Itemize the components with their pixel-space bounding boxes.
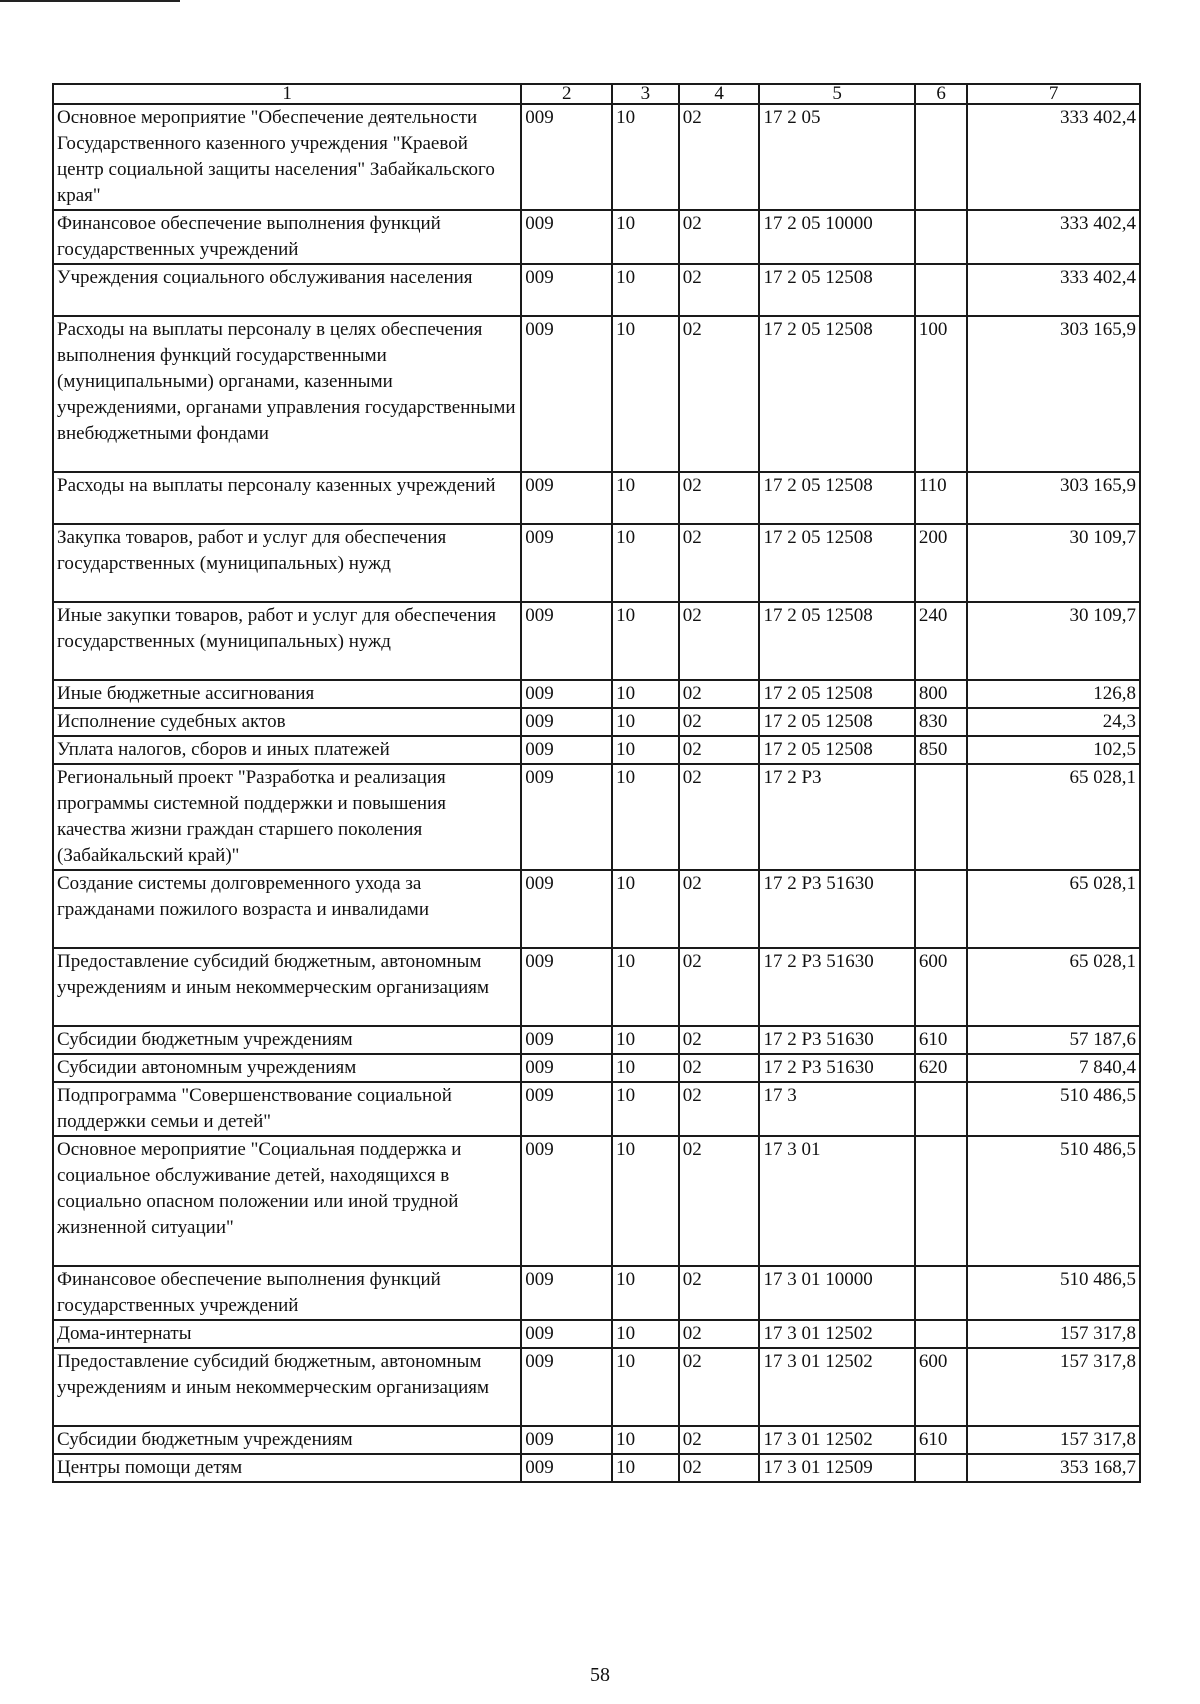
column-header: 2 [521,84,612,104]
cell-name: Финансовое обеспечение выполнения функций государственных учреждений [53,210,521,264]
cell-expense-type: 850 [915,736,967,764]
cell-target-article: 17 2 05 10000 [759,210,914,264]
cell-section: 10 [612,1426,679,1454]
table-row [53,1082,1140,1136]
cell-expense-type: 610 [915,1026,967,1054]
column-header: 3 [612,84,679,104]
cell-amount: 333 402,4 [967,264,1140,316]
cell-section: 10 [612,1136,679,1266]
cell-amount: 333 402,4 [967,104,1140,210]
cell-expense-type [915,870,967,948]
table-body [53,104,1140,1482]
cell-name: Предоставление субсидий бюджетным, автономным учреждениям и иным некоммерческим организациям [53,948,521,1026]
cell-subsection: 02 [679,104,760,210]
cell-ministry-code: 009 [521,472,612,524]
cell-section: 10 [612,210,679,264]
table-row [53,472,1140,524]
table-row [53,1348,1140,1426]
cell-expense-type: 610 [915,1426,967,1454]
column-header: 7 [967,84,1140,104]
cell-expense-type [915,1320,967,1348]
cell-name: Финансовое обеспечение выполнения функций государственных учреждений [53,1266,521,1320]
cell-target-article: 17 2 05 12508 [759,472,914,524]
cell-section: 10 [612,948,679,1026]
cell-name: Закупка товаров, работ и услуг для обеспечения государственных (муниципальных) нужд [53,524,521,602]
cell-amount: 65 028,1 [967,948,1140,1026]
cell-name: Иные бюджетные ассигнования [53,680,521,708]
cell-name: Учреждения социального обслуживания населения [53,264,521,316]
cell-ministry-code: 009 [521,1136,612,1266]
table-row [53,1426,1140,1454]
cell-name: Расходы на выплаты персоналу казенных учреждений [53,472,521,524]
cell-subsection: 02 [679,1426,760,1454]
cell-amount: 510 486,5 [967,1136,1140,1266]
table-row [53,1026,1140,1054]
cell-amount: 30 109,7 [967,524,1140,602]
table-row [53,1454,1140,1482]
cell-target-article: 17 2 P3 51630 [759,870,914,948]
cell-ministry-code: 009 [521,1454,612,1482]
table-row [53,736,1140,764]
cell-subsection: 02 [679,1454,760,1482]
cell-amount: 303 165,9 [967,316,1140,472]
cell-target-article: 17 2 05 [759,104,914,210]
cell-name: Исполнение судебных актов [53,708,521,736]
cell-section: 10 [612,736,679,764]
cell-ministry-code: 009 [521,104,612,210]
cell-subsection: 02 [679,524,760,602]
cell-expense-type: 100 [915,316,967,472]
cell-expense-type [915,1454,967,1482]
column-header: 4 [679,84,760,104]
table-header-row [53,84,1140,104]
cell-expense-type [915,210,967,264]
column-header: 6 [915,84,967,104]
table-row [53,104,1140,210]
cell-name: Основное мероприятие "Обеспечение деятельности Государственного казенного учреждения "Краевой центр социальной защиты населения" Забайкальского края" [53,104,521,210]
cell-ministry-code: 009 [521,524,612,602]
cell-name: Уплата налогов, сборов и иных платежей [53,736,521,764]
cell-ministry-code: 009 [521,1082,612,1136]
cell-subsection: 02 [679,316,760,472]
cell-target-article: 17 2 05 12508 [759,602,914,680]
cell-name: Основное мероприятие "Социальная поддержка и социальное обслуживание детей, находящихся в социально опасном положении или иной трудной жизненной ситуации" [53,1136,521,1266]
cell-ministry-code: 009 [521,680,612,708]
cell-target-article: 17 2 05 12508 [759,708,914,736]
cell-subsection: 02 [679,870,760,948]
cell-section: 10 [612,1026,679,1054]
table-row [53,680,1140,708]
cell-ministry-code: 009 [521,764,612,870]
cell-ministry-code: 009 [521,264,612,316]
cell-name: Центры помощи детям [53,1454,521,1482]
cell-subsection: 02 [679,264,760,316]
cell-target-article: 17 2 05 12508 [759,680,914,708]
cell-subsection: 02 [679,736,760,764]
table-row [53,708,1140,736]
cell-target-article: 17 2 05 12508 [759,264,914,316]
cell-amount: 30 109,7 [967,602,1140,680]
cell-target-article: 17 2 P3 51630 [759,1026,914,1054]
cell-section: 10 [612,602,679,680]
cell-expense-type [915,764,967,870]
cell-amount: 65 028,1 [967,870,1140,948]
cell-expense-type [915,104,967,210]
column-header: 5 [759,84,914,104]
cell-ministry-code: 009 [521,602,612,680]
table-row [53,524,1140,602]
cell-subsection: 02 [679,1054,760,1082]
cell-section: 10 [612,472,679,524]
cell-target-article: 17 3 01 12509 [759,1454,914,1482]
column-header: 1 [53,84,521,104]
cell-subsection: 02 [679,602,760,680]
cell-amount: 157 317,8 [967,1426,1140,1454]
cell-expense-type: 620 [915,1054,967,1082]
cell-ministry-code: 009 [521,948,612,1026]
table-row [53,210,1140,264]
table-row [53,948,1140,1026]
cell-section: 10 [612,1320,679,1348]
table-row [53,1320,1140,1348]
cell-amount: 57 187,6 [967,1026,1140,1054]
cell-section: 10 [612,104,679,210]
cell-subsection: 02 [679,472,760,524]
cell-target-article: 17 2 05 12508 [759,736,914,764]
cell-subsection: 02 [679,1348,760,1426]
cell-name: Иные закупки товаров, работ и услуг для обеспечения государственных (муниципальных) нужд [53,602,521,680]
cell-ministry-code: 009 [521,736,612,764]
cell-amount: 65 028,1 [967,764,1140,870]
scan-edge-mark [0,0,180,5]
cell-amount: 157 317,8 [967,1320,1140,1348]
table-row [53,764,1140,870]
table-row [53,316,1140,472]
cell-target-article: 17 3 01 10000 [759,1266,914,1320]
page-number: 58 [590,1664,610,1686]
cell-name: Субсидии бюджетным учреждениям [53,1026,521,1054]
cell-subsection: 02 [679,764,760,870]
cell-name: Субсидии автономным учреждениям [53,1054,521,1082]
cell-section: 10 [612,870,679,948]
cell-amount: 7 840,4 [967,1054,1140,1082]
cell-expense-type: 830 [915,708,967,736]
cell-amount: 303 165,9 [967,472,1140,524]
cell-expense-type [915,264,967,316]
cell-amount: 126,8 [967,680,1140,708]
cell-target-article: 17 2 05 12508 [759,316,914,472]
cell-section: 10 [612,1348,679,1426]
cell-ministry-code: 009 [521,1266,612,1320]
cell-subsection: 02 [679,1082,760,1136]
cell-section: 10 [612,524,679,602]
cell-target-article: 17 3 [759,1082,914,1136]
cell-amount: 510 486,5 [967,1082,1140,1136]
cell-target-article: 17 2 05 12508 [759,524,914,602]
cell-name: Субсидии бюджетным учреждениям [53,1426,521,1454]
cell-subsection: 02 [679,210,760,264]
cell-subsection: 02 [679,1266,760,1320]
cell-ministry-code: 009 [521,1054,612,1082]
cell-section: 10 [612,1082,679,1136]
cell-expense-type: 240 [915,602,967,680]
table-row [53,1136,1140,1266]
cell-ministry-code: 009 [521,1426,612,1454]
cell-name: Расходы на выплаты персоналу в целях обеспечения выполнения функций государственными (муниципальными) органами, казенными учреждениями, органами управления государственными внебюджетными фондами [53,316,521,472]
cell-target-article: 17 3 01 12502 [759,1426,914,1454]
cell-expense-type [915,1266,967,1320]
table-row [53,1266,1140,1320]
cell-ministry-code: 009 [521,316,612,472]
budget-table [52,83,1141,1483]
cell-section: 10 [612,764,679,870]
cell-amount: 333 402,4 [967,210,1140,264]
cell-ministry-code: 009 [521,708,612,736]
cell-target-article: 17 3 01 [759,1136,914,1266]
cell-target-article: 17 3 01 12502 [759,1320,914,1348]
cell-target-article: 17 2 P3 [759,764,914,870]
cell-section: 10 [612,264,679,316]
cell-name: Предоставление субсидий бюджетным, автономным учреждениям и иным некоммерческим организациям [53,1348,521,1426]
cell-name: Подпрограмма "Совершенствование социальной поддержки семьи и детей" [53,1082,521,1136]
cell-target-article: 17 3 01 12502 [759,1348,914,1426]
cell-amount: 102,5 [967,736,1140,764]
cell-expense-type: 110 [915,472,967,524]
cell-subsection: 02 [679,1136,760,1266]
cell-target-article: 17 2 P3 51630 [759,948,914,1026]
table-row [53,870,1140,948]
cell-expense-type [915,1082,967,1136]
cell-section: 10 [612,1454,679,1482]
cell-ministry-code: 009 [521,1026,612,1054]
cell-name: Дома-интернаты [53,1320,521,1348]
cell-section: 10 [612,680,679,708]
cell-subsection: 02 [679,1026,760,1054]
cell-subsection: 02 [679,680,760,708]
table-row [53,1054,1140,1082]
cell-section: 10 [612,708,679,736]
cell-name: Создание системы долговременного ухода за гражданами пожилого возраста и инвалидами [53,870,521,948]
cell-expense-type: 600 [915,948,967,1026]
cell-expense-type [915,1136,967,1266]
cell-subsection: 02 [679,708,760,736]
cell-subsection: 02 [679,1320,760,1348]
cell-section: 10 [612,316,679,472]
cell-expense-type: 800 [915,680,967,708]
table-row [53,264,1140,316]
cell-ministry-code: 009 [521,870,612,948]
cell-amount: 510 486,5 [967,1266,1140,1320]
cell-expense-type: 600 [915,1348,967,1426]
cell-expense-type: 200 [915,524,967,602]
cell-amount: 353 168,7 [967,1454,1140,1482]
cell-ministry-code: 009 [521,1348,612,1426]
cell-name: Региональный проект "Разработка и реализация программы системной поддержки и повышения качества жизни граждан старшего поколения (Забайкальский край)" [53,764,521,870]
cell-section: 10 [612,1266,679,1320]
cell-subsection: 02 [679,948,760,1026]
cell-amount: 157 317,8 [967,1348,1140,1426]
cell-ministry-code: 009 [521,1320,612,1348]
cell-amount: 24,3 [967,708,1140,736]
cell-ministry-code: 009 [521,210,612,264]
cell-target-article: 17 2 P3 51630 [759,1054,914,1082]
table-row [53,602,1140,680]
cell-section: 10 [612,1054,679,1082]
